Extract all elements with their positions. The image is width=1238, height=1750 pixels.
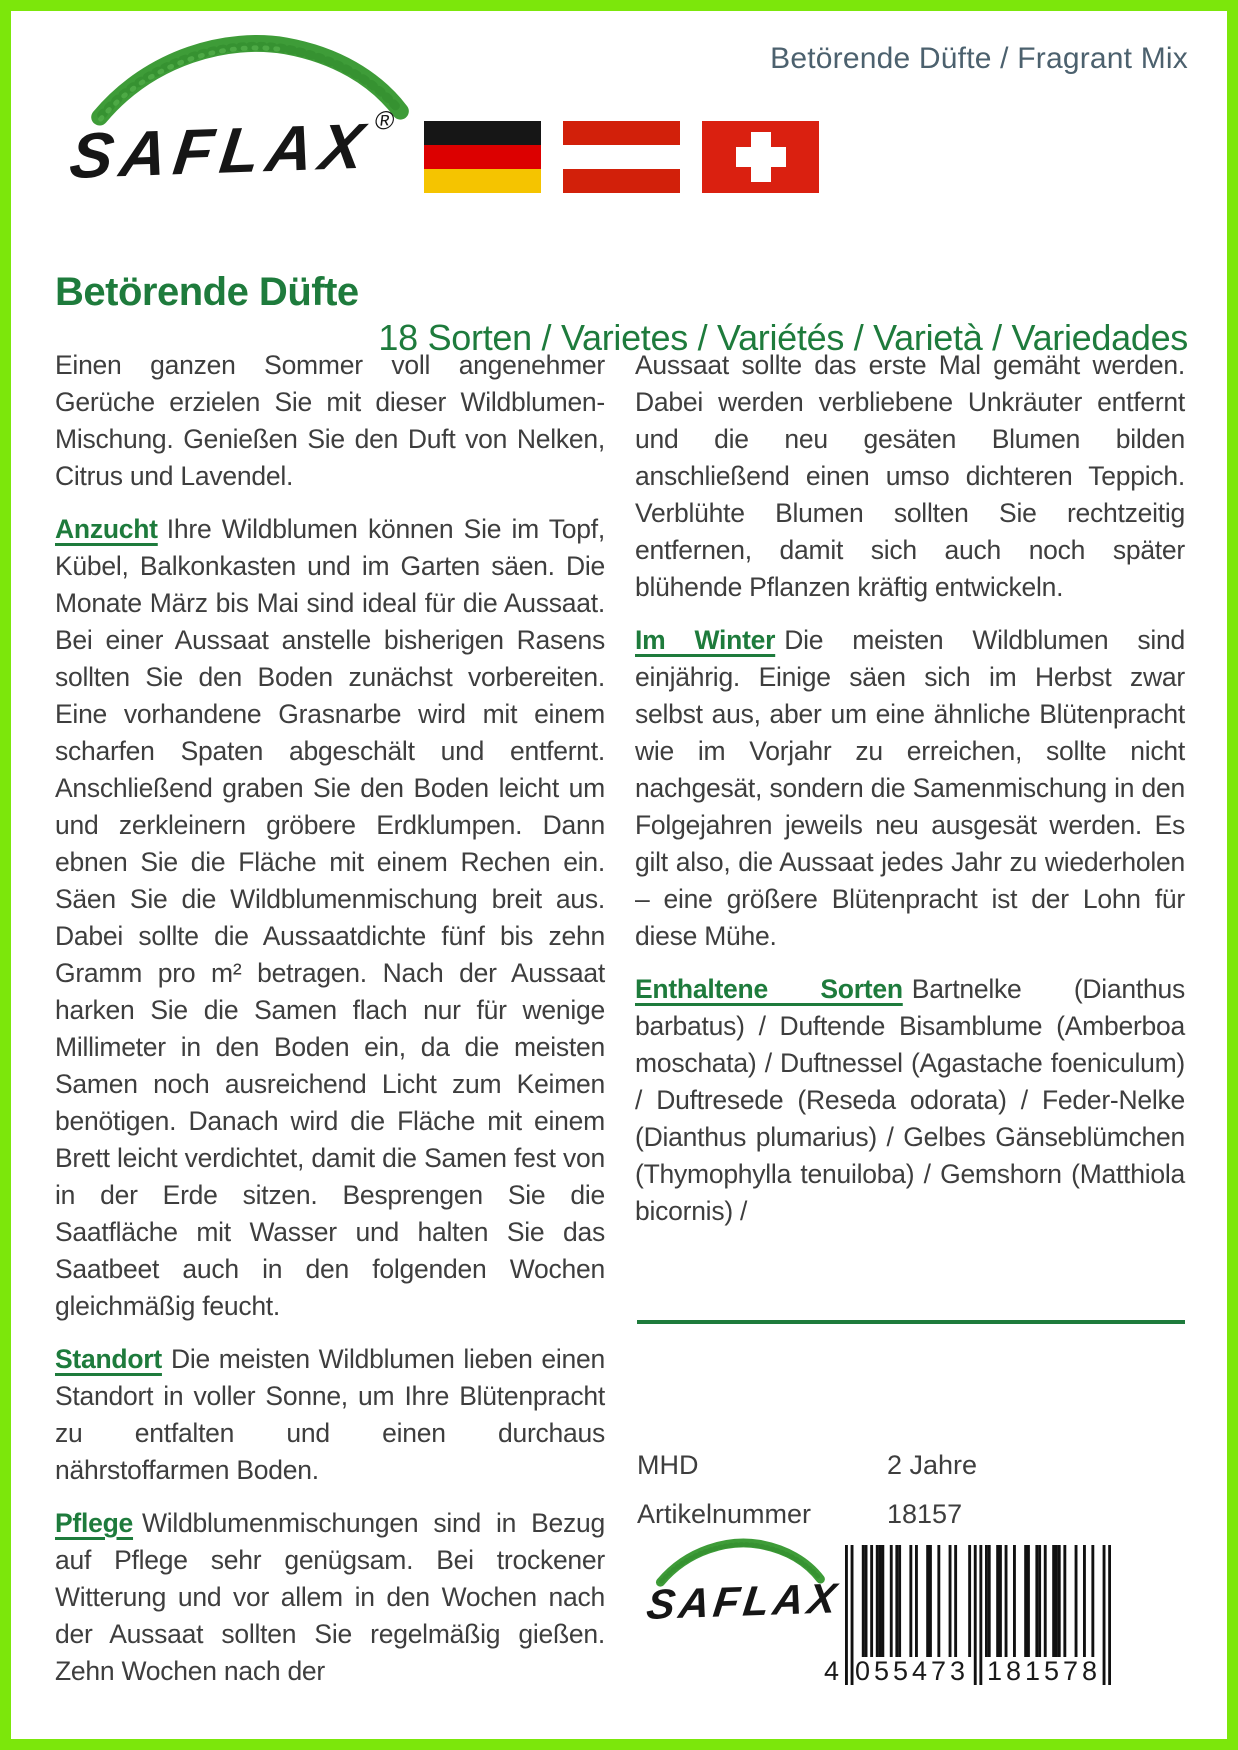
enthaltene-sorten-paragraph (635, 971, 1185, 1230)
mhd-value: 2 Jahre (887, 1450, 978, 1480)
mhd-label: MHD (637, 1450, 699, 1480)
flag-stripe (424, 145, 541, 169)
flag-austria-icon (563, 121, 680, 193)
paragraph-text: Die meisten Wildblumen sind einjährig. Einige säen sich im Herbst zwar selbst aus, aber um eine ähnliche Blütenpracht wie im Vorjahr zu erreichen, sollte nicht nachgesät, sondern die Samenmischung in den Folgejahren jeweils neu ausgesät werden. Es gilt also, die Aussaat jedes Jahr zu wiederholen – eine größere Blütenpracht ist der Lohn für diese Mühe. (635, 625, 1185, 951)
flag-germany-icon (424, 121, 541, 193)
artikelnummer-label: Artikelnummer (637, 1499, 812, 1529)
section-heading-enthaltene-sorten: Enthaltene Sorten (635, 974, 903, 1004)
info-row-artikelnummer (637, 1499, 1185, 1530)
paragraph-text: Einen ganzen Sommer voll angenehmer Gerüche erzielen Sie mit dieser Wildblumen-Mischung. Genießen Sie den Duft von Nelken, Citrus und Lavendel. (55, 350, 605, 491)
paragraph-text: Wildblumenmischungen sind in Bezug auf Pflege sehr genügsam. Bei trockener Witterung und vor allem in den Wochen nach der Aussaat sollten Sie regelmäßig gießen. Zehn Wochen nach der (55, 1508, 605, 1686)
continuation-paragraph (635, 347, 1185, 606)
artikelnummer-value: 18157 (887, 1499, 963, 1529)
paragraph-text: Die meisten Wildblumen lieben einen Standort in voller Sonne, um Ihre Blütenpracht zu entfalten und einen durchaus nährstoffarmen Boden. (55, 1344, 605, 1485)
barcode-digit-first: 4 (824, 1656, 840, 1686)
header-product-title: Betörende Düfte / Fragrant Mix (770, 42, 1188, 75)
barcode-digits-right: 181578 (986, 1656, 1102, 1686)
registered-trademark-symbol: ® (373, 104, 404, 136)
paragraph-text: Bartnelke (Dianthus barbatus) / Duftende Bisamblume (Amberboa moschata) / Duftnessel (Agastache foeniculum) / Duftresede (Reseda odorata) / Feder-Nelke (Dianthus plumarius) / Gelbes Gänseblümchen (Thymophylla tenuiloba) / Gemshorn (Matthiola bicornis) / (635, 974, 1185, 1226)
paragraph-text: Aussaat sollte das erste Mal gemäht werden. Dabei werden verbliebene Unkräuter entfernt und die neu gesäten Blumen bilden anschließend einen umso dichteren Teppich. Verblühte Blumen sollten Sie rechtzeitig entfernen, damit sich auch noch später blühende Pflanzen kräftig entwickeln. (635, 350, 1185, 602)
country-flags (424, 121, 819, 193)
page-title: Betörende Düfte (55, 270, 359, 314)
varieties-subtitle: 18 Sorten / Varietes / Variétés / Varietà / Variedades (378, 317, 1188, 358)
ean13-barcode (824, 1545, 1111, 1705)
section-heading-standort: Standort (55, 1344, 162, 1374)
info-row-mhd (637, 1450, 1185, 1481)
section-divider-rule (637, 1320, 1185, 1324)
brand-logo-bottom (640, 1538, 843, 1629)
flag-stripe (424, 121, 541, 145)
flag-stripe (563, 145, 680, 169)
product-info-table (637, 1450, 1185, 1548)
flag-stripe (424, 169, 541, 193)
paragraph-text: Ihre Wildblumen können Sie im Topf, Kübel, Balkonkasten und im Garten säen. Die Monate März bis Mai sind ideal für die Aussaat. Bei einer Aussaat anstelle bisherigen Rasens sollten Sie den Boden zunächst vorbereiten. Eine vorhandene Grasnarbe wird mit einem scharfen Spaten abgeschält und entfernt. Anschließend graben Sie den Boden leicht um und zerkleinern gröbere Erdklumpen. Dann ebnen Sie die Fläche mit einem Rechen ein. Säen Sie die Wildblumenmischung breit aus. Dabei sollte die Aussaatdichte fünf bis zehn Gramm pro m² betragen. Nach der Aussaat harken Sie die Samen flach nur für wenige Millimeter in den Boden ein, da die meisten Samen noch ausreichend Licht zum Keimen benötigen. Danach wird die Fläche mit einem Brett leicht verdichtet, damit die Samen fest von in der Erde sitzen. Besprengen Sie die Saatfläche mit Wasser und halten Sie das Saatbeet auch in den folgenden Wochen gleichmäßig feucht. (55, 514, 605, 1321)
standort-paragraph (55, 1341, 605, 1489)
section-heading-im-winter: Im Winter (635, 625, 776, 655)
flag-stripe (563, 169, 680, 193)
left-column (55, 347, 605, 1706)
flag-stripe (563, 121, 680, 145)
intro-paragraph (55, 347, 605, 495)
im-winter-paragraph (635, 622, 1185, 955)
section-heading-pflege: Pflege (55, 1508, 134, 1538)
flag-switzerland-icon (702, 121, 819, 193)
section-heading-anzucht: Anzucht (55, 514, 158, 544)
brand-wordmark: SAFLAX® (66, 104, 404, 193)
barcode-digits-left: 055473 (854, 1656, 970, 1686)
pflege-paragraph (55, 1505, 605, 1690)
anzucht-paragraph (55, 511, 605, 1325)
brand-wordmark: SAFLAX (644, 1574, 843, 1629)
swiss-cross-horizontal (736, 147, 786, 167)
